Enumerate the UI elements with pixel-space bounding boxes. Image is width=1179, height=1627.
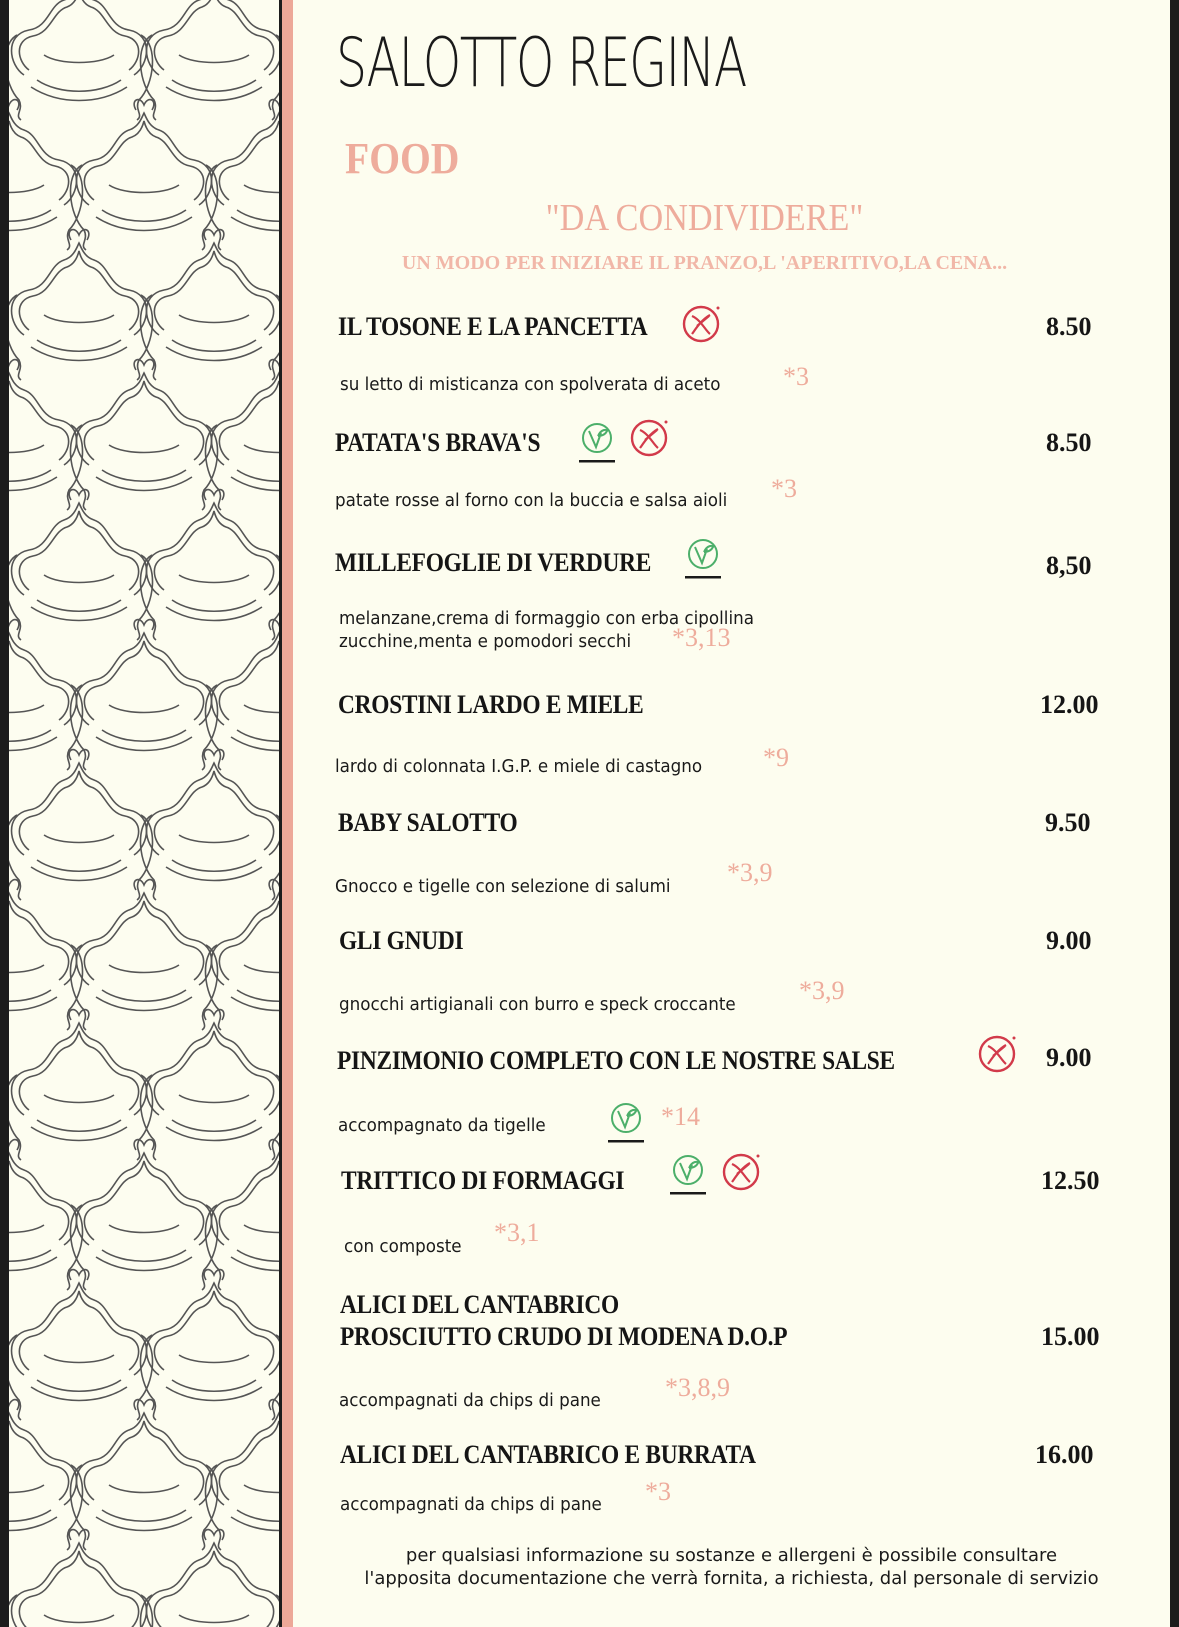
item-price: 9.00	[1046, 926, 1092, 955]
item-name: ALICI DEL CANTABRICO E BURRATA	[340, 1440, 756, 1469]
item-price: 15.00	[1041, 1322, 1100, 1351]
item-name: ALICI DEL CANTABRICO	[340, 1290, 619, 1319]
item-name: CROSTINI LARDO E MIELE	[338, 690, 644, 719]
allergen-codes: *3	[645, 1477, 671, 1506]
pattern-tiles	[9, 0, 279, 1627]
item-description: Gnocco e tigelle con selezione di salumi	[335, 876, 671, 897]
item-name: TRITTICO DI FORMAGGI	[341, 1166, 625, 1195]
allergen-notice-line2: l'apposita documentazione che verrà fornita, a richiesta, dal personale di servizio	[364, 1568, 1099, 1590]
allergen-codes: *3	[771, 474, 797, 503]
item-name-line2: PROSCIUTTO CRUDO DI MODENA D.O.P	[340, 1322, 788, 1351]
armchair-pattern-icon	[9, 0, 279, 1627]
item-description: accompagnati da chips di pane	[339, 1390, 601, 1411]
gluten-free-icon	[681, 304, 721, 348]
gluten-free-icon	[629, 418, 669, 462]
item-price: 16.00	[1035, 1440, 1094, 1469]
allergen-codes: *14	[661, 1102, 700, 1131]
item-price: 8.50	[1046, 312, 1092, 341]
menu-page	[293, 0, 1170, 1627]
allergen-codes: *3	[783, 362, 809, 391]
item-price: 8.50	[1046, 428, 1092, 457]
section-title: FOOD	[345, 134, 460, 183]
category-tagline: UN MODO PER INIZIARE IL PRANZO,L 'APERITIVO,LA CENA...	[401, 252, 1008, 274]
item-description: patate rosse al forno con la buccia e salsa aioli	[335, 490, 728, 511]
item-price: 9.00	[1046, 1043, 1092, 1072]
gluten-free-icon	[721, 1152, 761, 1196]
item-description: accompagnato da tigelle	[338, 1115, 546, 1136]
allergen-codes: *3,13	[672, 623, 731, 652]
item-description: lardo di colonnata I.G.P. e miele di castagno	[335, 756, 703, 777]
vegetarian-icon	[683, 536, 723, 580]
allergen-notice-line1: per qualsiasi informazione su sostanze e allergeni è possibile consultare	[405, 1545, 1058, 1566]
vegetarian-icon	[606, 1100, 646, 1144]
vegetarian-icon	[668, 1152, 708, 1196]
armchair-pattern-panel	[9, 0, 279, 1627]
item-name: PATATA'S BRAVA'S	[335, 428, 541, 457]
item-price: 8,50	[1046, 551, 1092, 580]
item-price: 12.50	[1041, 1166, 1100, 1195]
category-title: "DA CONDIVIDERE"	[545, 197, 864, 239]
allergen-codes: *9	[763, 743, 789, 772]
item-price: 12.00	[1040, 690, 1099, 719]
item-name: GLI GNUDI	[339, 926, 464, 955]
allergen-codes: *3,9	[727, 858, 773, 887]
item-description: accompagnati da chips di pane	[340, 1494, 602, 1515]
allergen-notice	[293, 1544, 1170, 1591]
item-name: MILLEFOGLIE DI VERDURE	[335, 548, 652, 577]
vegetarian-icon	[577, 420, 617, 464]
item-price: 9.50	[1045, 808, 1091, 837]
item-name: PINZIMONIO COMPLETO CON LE NOSTRE SALSE	[337, 1046, 895, 1075]
item-description: su letto di misticanza con spolverata di aceto	[340, 374, 721, 395]
allergen-codes: *3,9	[799, 976, 845, 1005]
item-name: BABY SALOTTO	[338, 808, 518, 837]
allergen-codes: *3,8,9	[665, 1373, 730, 1402]
right-dark-frame	[1170, 0, 1179, 1627]
allergen-codes: *3,1	[494, 1218, 540, 1247]
item-description: con composte	[344, 1236, 462, 1257]
restaurant-name: SALOTTO REGINA	[336, 24, 746, 103]
item-description: melanzane,crema di formaggio con erba cipollina	[339, 608, 754, 629]
left-dark-frame	[0, 0, 9, 1627]
accent-divider-bar	[282, 0, 293, 1627]
item-name: IL TOSONE E LA PANCETTA	[338, 312, 648, 341]
item-description: gnocchi artigianali con burro e speck croccante	[339, 994, 736, 1015]
gluten-free-icon	[977, 1034, 1017, 1078]
item-description-line2: zucchine,menta e pomodori secchi	[339, 631, 632, 652]
